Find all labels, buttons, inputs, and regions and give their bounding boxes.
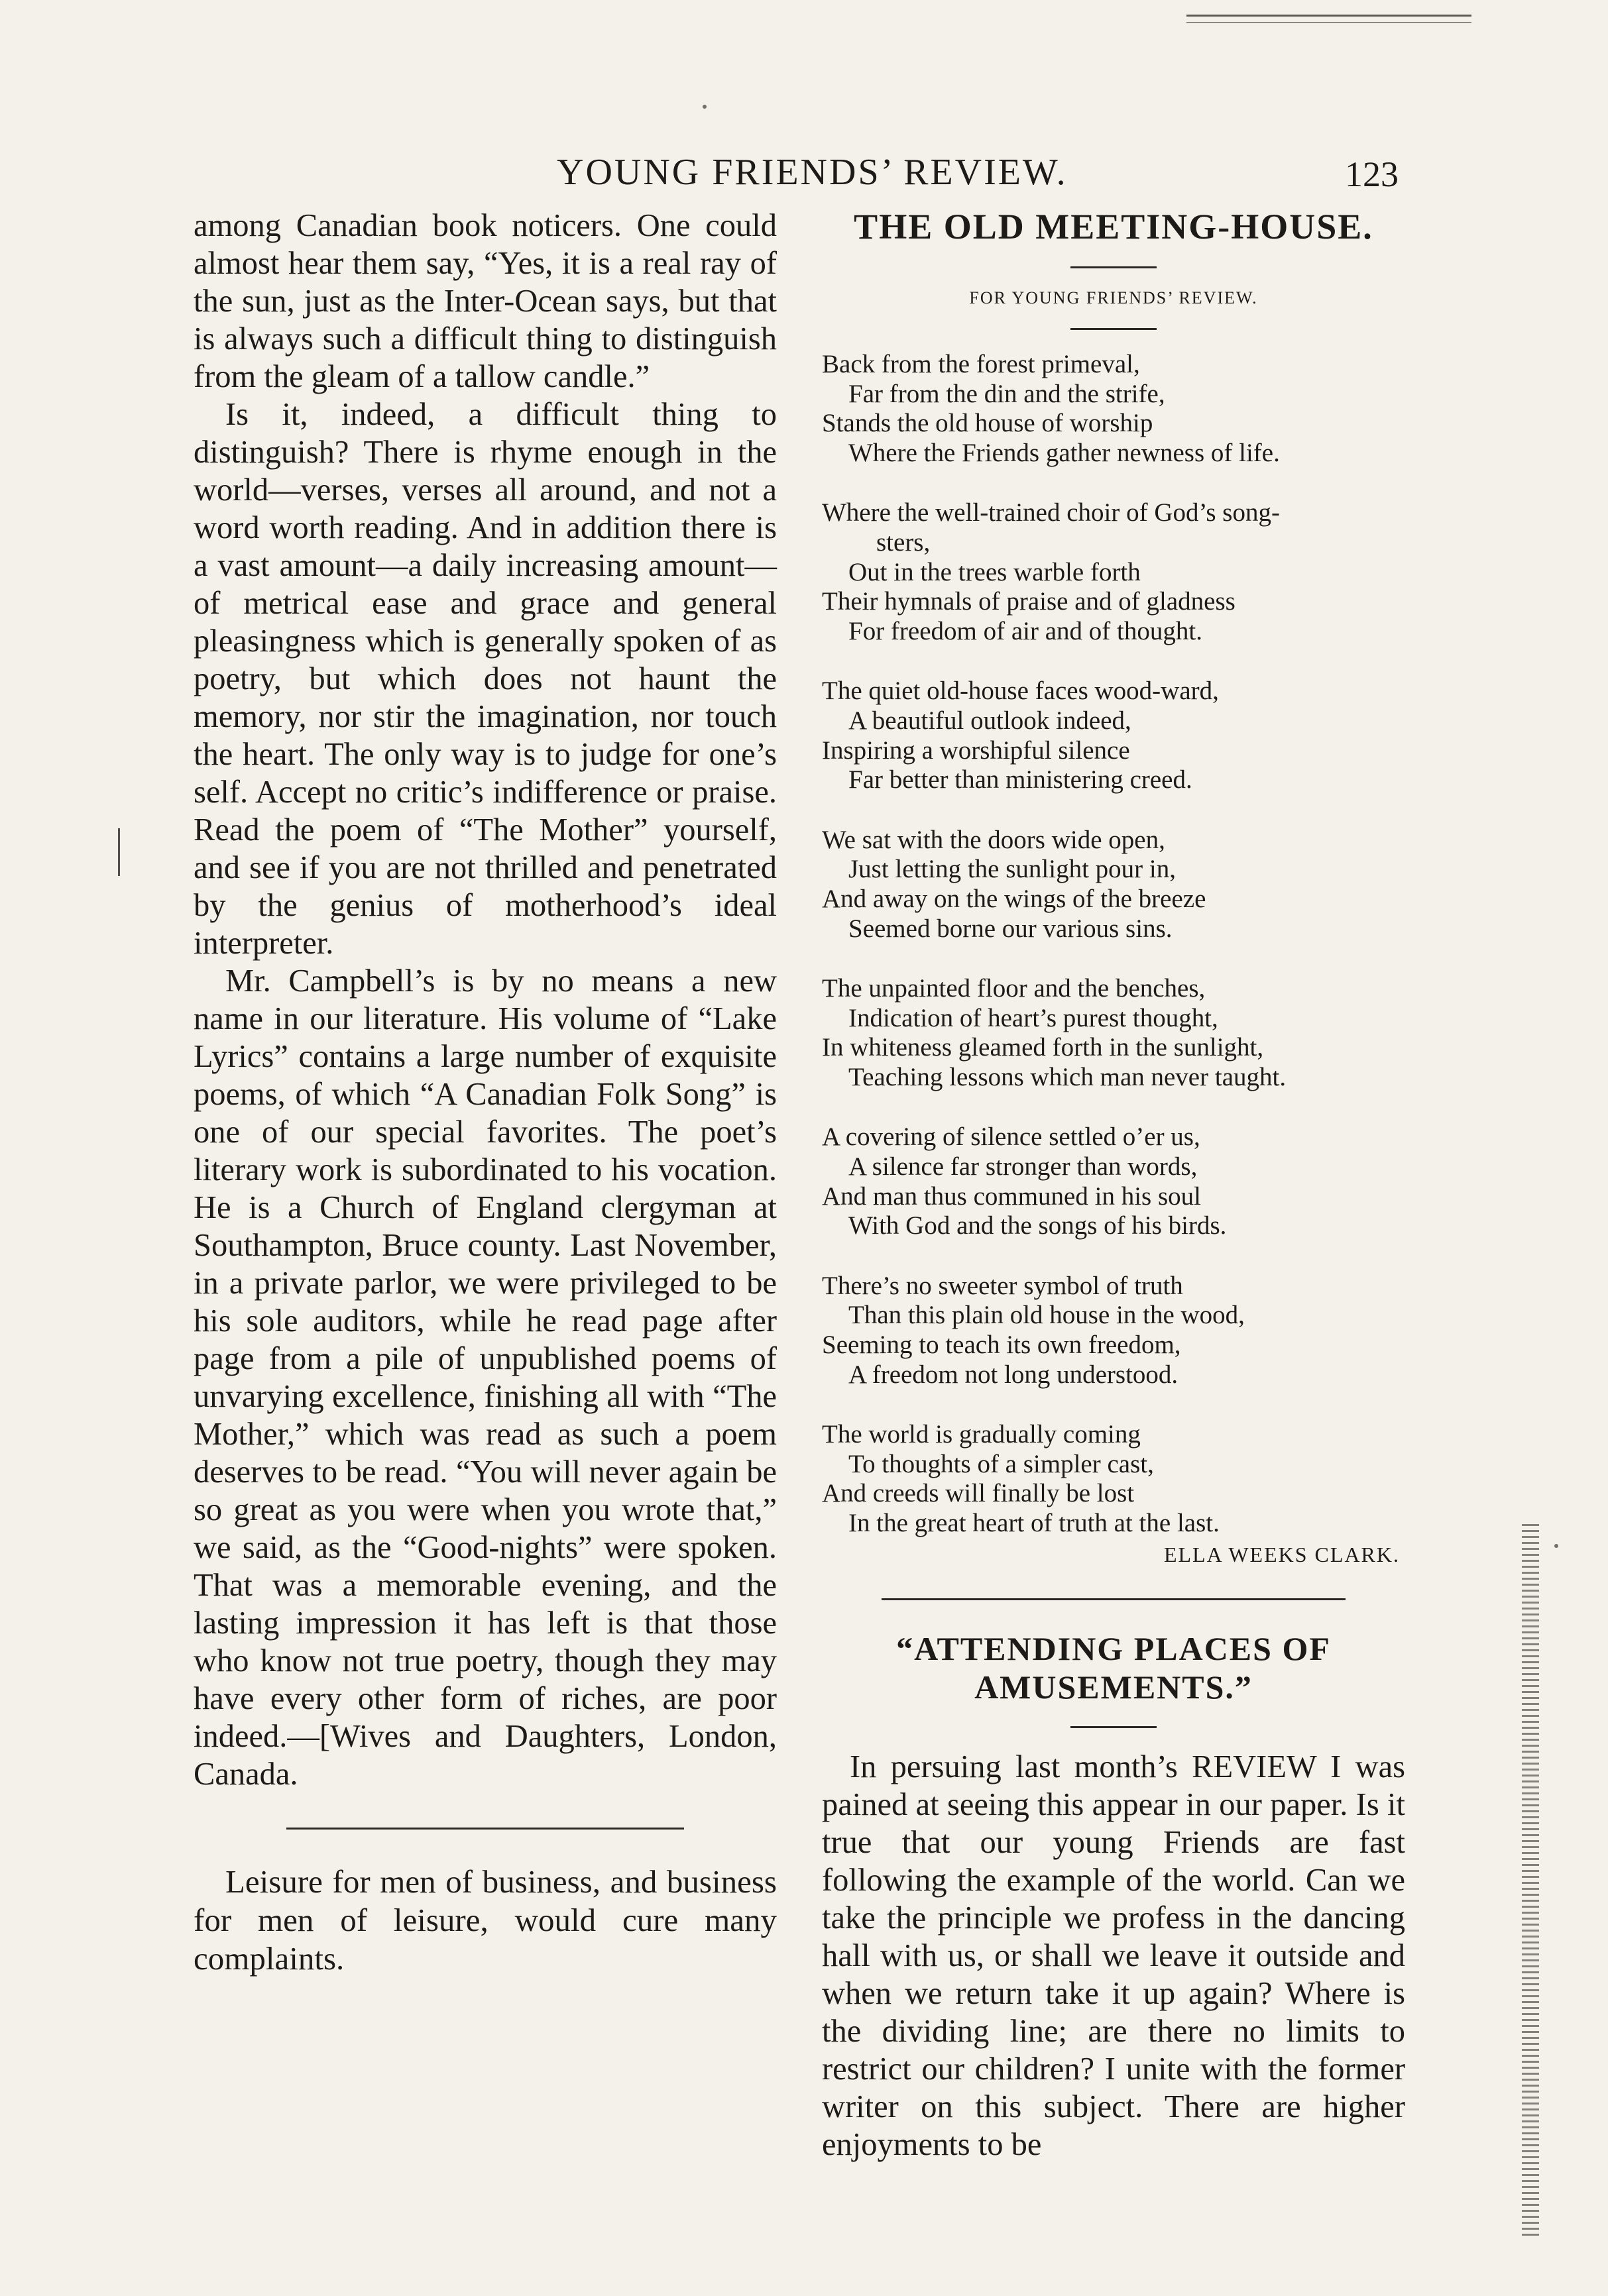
poem-author: ELLA WEEKS CLARK. [1163, 1542, 1400, 1566]
stanza [822, 1122, 1405, 1240]
poem-line: Back from the forest primeval, [822, 350, 1140, 378]
poem-line: Where the well-trained choir of God’s song- [822, 498, 1280, 527]
left-column [194, 207, 777, 1978]
poem-line: The unpainted floor and the benches, [822, 974, 1206, 1003]
poem-title: THE OLD MEETING-HOUSE. [854, 207, 1373, 246]
binding-edge-shadow [1522, 1524, 1539, 2240]
poem-line: A silence far stronger than words, [848, 1152, 1198, 1181]
poem-line: To thoughts of a simpler cast, [848, 1449, 1154, 1478]
page-number: 123 [1345, 154, 1399, 194]
stanza [822, 826, 1405, 944]
journal-title: YOUNG FRIENDS’ REVIEW. [557, 152, 1068, 193]
poem-line: Teaching lessons which man never taught. [848, 1062, 1287, 1091]
poem-line: Far from the din and the strife, [848, 379, 1165, 408]
poem-line: The world is gradually coming [822, 1420, 1141, 1449]
poem-line: We sat with the doors wide open, [822, 825, 1165, 854]
poem-line: Far better than ministering creed. [848, 765, 1192, 794]
stanza [822, 974, 1405, 1092]
poem-line: sters, [876, 527, 931, 557]
title-rule [1070, 266, 1157, 268]
stanza [822, 498, 1405, 646]
stanza [822, 1272, 1405, 1390]
stanza [822, 1420, 1405, 1538]
poem-line: In whiteness gleamed forth in the sunlight, [822, 1033, 1264, 1062]
article-title-line: “ATTENDING PLACES OF [896, 1630, 1331, 1668]
speck [1554, 1544, 1558, 1548]
poem-line: There’s no sweeter symbol of truth [822, 1271, 1183, 1300]
right-column [822, 207, 1405, 2163]
poem-line: Out in the trees warble forth [848, 557, 1141, 586]
poem-line: And away on the wings of the breeze [822, 884, 1206, 913]
poem-line: Seeming to teach its own freedom, [822, 1331, 1181, 1360]
poem-line: And man thus communed in his soul [822, 1181, 1201, 1211]
closing-paragraph: Leisure for men of business, and business for men of leisure, would cure many complaints. [194, 1863, 777, 1977]
poem-line: Indication of heart’s purest thought, [848, 1003, 1218, 1032]
poem-line: Seemed borne our various sins. [848, 914, 1173, 943]
poem-line: A freedom not long understood. [848, 1360, 1178, 1389]
poem-line: Where the Friends gather newness of life. [848, 438, 1280, 467]
poem-line: Just letting the sunlight pour in, [848, 855, 1176, 884]
poem-line: The quiet old-house faces wood-ward, [822, 677, 1219, 706]
article-title [822, 1629, 1405, 1706]
title-rule [1070, 328, 1157, 330]
title-rule [1070, 1726, 1157, 1728]
top-edge-rule [1186, 15, 1471, 23]
stanza [822, 350, 1405, 468]
section-divider [882, 1598, 1346, 1600]
poem-line: A covering of silence settled o’er us, [822, 1122, 1200, 1152]
poem-line: In the great heart of truth at the last. [848, 1509, 1220, 1537]
speck [703, 105, 707, 109]
poem-note: FOR YOUNG FRIENDS’ REVIEW. [969, 288, 1258, 307]
poem-line: A beautiful outlook indeed, [848, 706, 1131, 735]
paragraph: among Canadian book noticers. One could almost hear them say, “Yes, it is a real ray of the sun, just as the Inter-Ocean says, but that is always such a difficult thing to distinguish from the gleam of a tallow candle.” [194, 208, 777, 394]
poem-line: Inspiring a worshipful silence [822, 736, 1130, 765]
poem-line: Stands the old house of worship [822, 409, 1153, 438]
margin-mark [118, 828, 120, 876]
poem-line: And creeds will finally be lost [822, 1479, 1135, 1508]
stanza [822, 677, 1405, 794]
article-body: In persuing last month’s REVIEW I was pained at seeing this appear in our paper. Is it true that our young Friends are fast following the example of the world. Can we take the principle we profess in the dancing hall with us, or shall we leave it outside and when we return take it up again? Where is the dividing line; are there no limits to restrict our children? I unite with the former writer on this subject. There are higher enjoyments to be [822, 1749, 1405, 2163]
section-divider [286, 1828, 684, 1830]
poem-line: Than this plain old house in the wood, [848, 1301, 1245, 1330]
paragraph: Is it, indeed, a difficult thing to distinguish? There is rhyme enough in the world—verses, verses all around, and not a word worth reading. And in addition there is a vast amount—a daily increasing amount—of metrical ease and grace and general pleasingness which is generally spoken of as poetry, but which does not haunt the memory, nor stir the imagination, nor touch the heart. The only way is to judge for one’s self. Accept no critic’s indifference or praise. Read the poem of “The Mother” yourself, and see if you are not thrilled and penetrated by the genius of motherhood’s ideal interpreter. [194, 397, 777, 961]
poem-line: For freedom of air and of thought. [848, 616, 1202, 645]
running-head [192, 151, 1405, 211]
article-title-line: AMUSEMENTS.” [974, 1668, 1253, 1706]
poem-line: Their hymnals of praise and of gladness [822, 587, 1235, 616]
paragraph: Mr. Campbell’s is by no means a new name in our literature. His volume of “Lake Lyrics” contains a large number of exquisite poems, of which “A Canadian Folk Song” is one of our special favorites. The poet’s literary work is subordinated to his vocation. He is a Church of England clergyman at Southampton, Bruce county. Last November, in a private parlor, we were privileged to be his sole auditors, while he read page after page from a pile of unpublished poems of unvarying excellence, finishing all with “The Mother,” which was read as such a poem deserves to be read. “You will never again be so great as you were when you wrote that,” we said, as the “Good-nights” were spoken. That was a memorable evening, and the lasting impression it has left is that those who know not true poetry, though they may have every other form of riches, are poor indeed.—[Wives and Daughters, London, Canada. [194, 963, 777, 1792]
poem-line: With God and the songs of his birds. [848, 1211, 1227, 1240]
poem-body [822, 350, 1405, 1569]
